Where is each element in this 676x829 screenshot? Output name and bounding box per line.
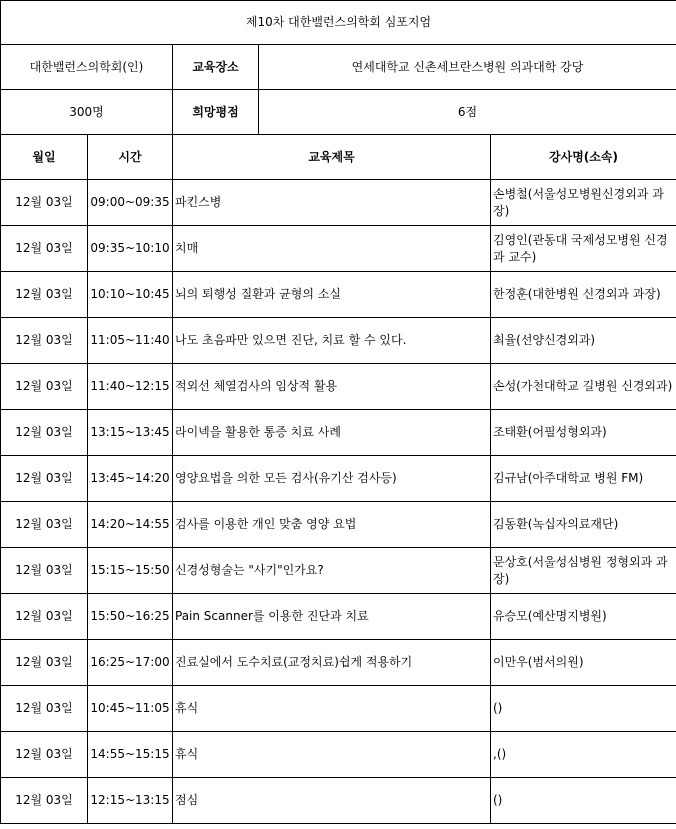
row-date: 12월 03일 — [1, 456, 88, 502]
row-topic: 나도 초음파만 있으면 진단, 치료 할 수 있다. — [173, 318, 491, 364]
score-label: 희망평점 — [173, 90, 259, 135]
row-date: 12월 03일 — [1, 226, 88, 272]
table-row — [1, 732, 676, 778]
row-time: 13:45~14:20 — [88, 456, 173, 502]
row-date: 12월 03일 — [1, 364, 88, 410]
capacity-value: 300명 — [1, 90, 173, 135]
row-speaker: 김영인(관동대 국제성모병원 신경과 교수) — [491, 226, 676, 272]
score-value: 6점 — [259, 90, 676, 135]
row-topic: 검사를 이용한 개인 맞춤 영양 요법 — [173, 502, 491, 548]
row-speaker: 유승모(예산명지병원) — [491, 594, 676, 640]
row-time: 12:15~13:15 — [88, 778, 173, 824]
row-topic: Pain Scanner를 이용한 진단과 치료 — [173, 594, 491, 640]
row-speaker: 문상호(서울성심병원 정형외과 과장) — [491, 548, 676, 594]
row-speaker: 손병철(서울성모병원신경외과 과장) — [491, 180, 676, 226]
row-time: 16:25~17:00 — [88, 640, 173, 686]
row-time: 09:00~09:35 — [88, 180, 173, 226]
row-topic: 영양요법을 의한 모든 검사(유기산 검사등) — [173, 456, 491, 502]
row-date: 12월 03일 — [1, 594, 88, 640]
column-header-topic: 교육제목 — [173, 135, 491, 180]
row-topic: 진료실에서 도수치료(교정치료)쉽게 적용하기 — [173, 640, 491, 686]
row-time: 10:45~11:05 — [88, 686, 173, 732]
page-title: 제10차 대한밸런스의학회 심포지엄 — [1, 1, 676, 45]
venue-value: 연세대학교 신촌세브란스병원 의과대학 강당 — [259, 45, 676, 90]
row-time: 14:55~15:15 — [88, 732, 173, 778]
row-speaker: 한정훈(대한병원 신경외과 과장) — [491, 272, 676, 318]
row-speaker: 이만우(범서의원) — [491, 640, 676, 686]
row-topic: 휴식 — [173, 686, 491, 732]
row-speaker: () — [491, 686, 676, 732]
table-row — [1, 594, 676, 640]
row-time: 09:35~10:10 — [88, 226, 173, 272]
row-speaker: 김규남(아주대학교 병원 FM) — [491, 456, 676, 502]
column-header-date: 월일 — [1, 135, 88, 180]
row-speaker: ,() — [491, 732, 676, 778]
row-date: 12월 03일 — [1, 640, 88, 686]
row-topic: 파킨스병 — [173, 180, 491, 226]
table-row — [1, 410, 676, 456]
row-topic: 치매 — [173, 226, 491, 272]
table-row — [1, 180, 676, 226]
row-speaker: 김동환(녹십자의료재단) — [491, 502, 676, 548]
row-time: 14:20~14:55 — [88, 502, 173, 548]
table-row — [1, 456, 676, 502]
row-time: 10:10~10:45 — [88, 272, 173, 318]
row-time: 15:15~15:50 — [88, 548, 173, 594]
table-row — [1, 778, 676, 824]
row-topic: 신경성형술는 "사기"인가요? — [173, 548, 491, 594]
row-date: 12월 03일 — [1, 548, 88, 594]
row-date: 12월 03일 — [1, 502, 88, 548]
table-row — [1, 548, 676, 594]
row-date: 12월 03일 — [1, 272, 88, 318]
row-speaker: () — [491, 778, 676, 824]
column-header-speaker: 강사명(소속) — [491, 135, 676, 180]
table-row — [1, 318, 676, 364]
table-row — [1, 502, 676, 548]
row-time: 11:05~11:40 — [88, 318, 173, 364]
row-date: 12월 03일 — [1, 732, 88, 778]
row-date: 12월 03일 — [1, 686, 88, 732]
row-date: 12월 03일 — [1, 778, 88, 824]
table-row — [1, 272, 676, 318]
row-date: 12월 03일 — [1, 318, 88, 364]
row-topic: 라이넥을 활용한 통증 치료 사례 — [173, 410, 491, 456]
column-header-time: 시간 — [88, 135, 173, 180]
row-speaker: 최율(선양신경외과) — [491, 318, 676, 364]
table-row — [1, 226, 676, 272]
row-date: 12월 03일 — [1, 180, 88, 226]
row-topic: 적외선 체열검사의 임상적 활용 — [173, 364, 491, 410]
table-row — [1, 686, 676, 732]
row-topic: 뇌의 퇴행성 질환과 균형의 소실 — [173, 272, 491, 318]
row-date: 12월 03일 — [1, 410, 88, 456]
table-row — [1, 640, 676, 686]
row-speaker: 손성(가천대학교 길병원 신경외과) — [491, 364, 676, 410]
row-time: 15:50~16:25 — [88, 594, 173, 640]
table-row — [1, 364, 676, 410]
row-time: 11:40~12:15 — [88, 364, 173, 410]
row-topic: 휴식 — [173, 732, 491, 778]
row-speaker: 조태환(어필성형외과) — [491, 410, 676, 456]
row-time: 13:15~13:45 — [88, 410, 173, 456]
venue-label: 교육장소 — [173, 45, 259, 90]
row-topic: 점심 — [173, 778, 491, 824]
organizer-value: 대한밸런스의학회(인) — [1, 45, 173, 90]
